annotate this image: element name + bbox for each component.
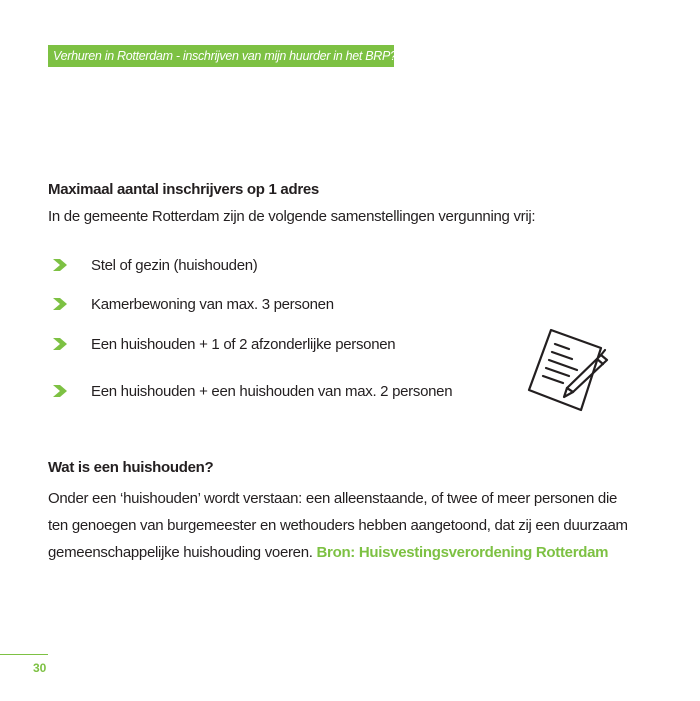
section-intro: In de gemeente Rotterdam zijn de volgende samenstellingen vergunning vrij: bbox=[48, 208, 536, 225]
section-heading-household: Wat is een huishouden? bbox=[48, 459, 214, 476]
header-title: Verhuren in Rotterdam - inschrijven van mijn huurder in het BRP? bbox=[53, 49, 397, 63]
paragraph-line-last bbox=[48, 539, 648, 566]
paragraph-line: ten genoegen van burgemeester en wethouders hebben aangetoond, dat zij een duurzaam bbox=[48, 517, 628, 534]
list-item-label: Kamerbewoning van max. 3 personen bbox=[91, 295, 334, 313]
household-definition bbox=[48, 485, 648, 566]
page-number: 30 bbox=[33, 661, 47, 675]
list-item bbox=[53, 294, 334, 314]
list-item-label: Stel of gezin (huishouden) bbox=[91, 256, 258, 274]
list-item bbox=[53, 381, 452, 401]
chevron-right-icon bbox=[53, 385, 67, 397]
paragraph-line: Onder een ‘huishouden’ wordt verstaan: een alleenstaande, of twee of meer personen die bbox=[48, 490, 618, 507]
list-item bbox=[53, 334, 395, 354]
header-banner bbox=[48, 45, 397, 67]
list-item bbox=[53, 255, 257, 275]
list-item-label: Een huishouden + een huishouden van max. 2 personen bbox=[91, 382, 453, 400]
chevron-right-icon bbox=[53, 298, 67, 310]
document-pen-icon bbox=[525, 326, 613, 414]
chevron-right-icon bbox=[53, 338, 67, 350]
section-heading-max-registrants: Maximaal aantal inschrijvers op 1 adres bbox=[48, 181, 319, 198]
paragraph-line-text: gemeenschappelijke huishouding voeren. bbox=[48, 544, 313, 561]
footer-divider bbox=[0, 654, 48, 655]
source-reference: Bron: Huisvestingsverordening Rotterdam bbox=[316, 544, 609, 561]
list-item-label: Een huishouden + 1 of 2 afzonderlijke personen bbox=[91, 335, 396, 353]
chevron-right-icon bbox=[53, 259, 67, 271]
